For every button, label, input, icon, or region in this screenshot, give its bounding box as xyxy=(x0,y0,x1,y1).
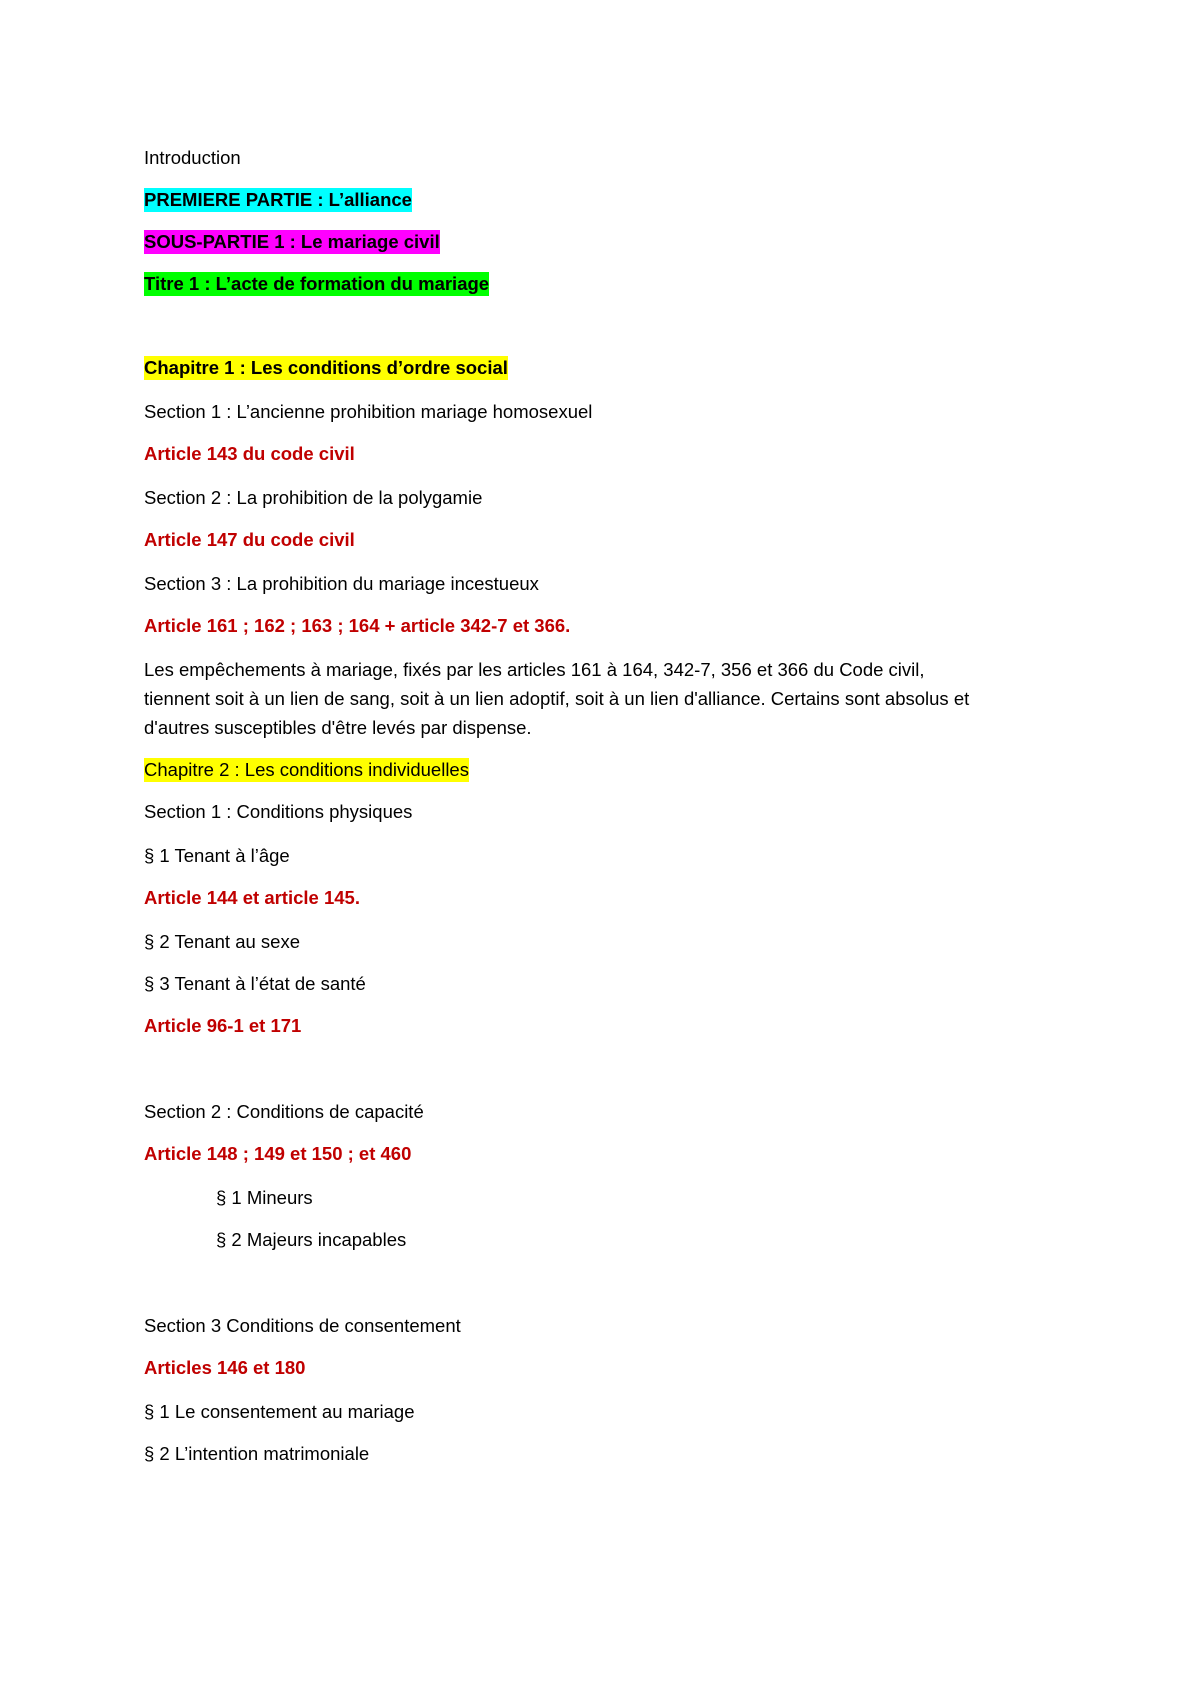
heading-partie xyxy=(144,188,412,212)
section-3-consentement: Section 3 Conditions de consentement xyxy=(144,1315,461,1336)
heading-titre-text: Titre 1 : L’acte de formation du mariage xyxy=(144,273,490,294)
heading-sous-partie xyxy=(144,230,440,254)
articles-146-180: Articles 146 et 180 xyxy=(144,1357,306,1378)
paragraph-line: tiennent soit à un lien de sang, soit à un lien adoptif, soit à un lien d'alliance. Certains sont absolus et xyxy=(144,688,970,709)
paragraph-majeurs-incapables: § 2 Majeurs incapables xyxy=(216,1229,407,1250)
heading-chapitre-2 xyxy=(144,758,469,782)
section-3-ordre-social: Section 3 : La prohibition du mariage incestueux xyxy=(144,573,539,594)
heading-introduction xyxy=(144,146,241,170)
article-96-1-171: Article 96-1 et 171 xyxy=(144,1015,302,1036)
heading-partie-text: PREMIERE PARTIE : L’alliance xyxy=(144,189,412,210)
article-144-145: Article 144 et article 145. xyxy=(144,887,360,908)
heading-chapitre-1 xyxy=(144,356,508,380)
paragraph-empechements xyxy=(144,655,1064,742)
paragraph-intention: § 2 L’intention matrimoniale xyxy=(144,1443,370,1464)
heading-chapitre-1-text: Chapitre 1 : Les conditions d’ordre social xyxy=(144,357,508,378)
paragraph-consentement: § 1 Le consentement au mariage xyxy=(144,1401,415,1422)
heading-introduction-text: Introduction xyxy=(144,147,241,168)
heading-chapitre-2-text: Chapitre 2 : Les conditions individuelles xyxy=(144,759,469,780)
article-143: Article 143 du code civil xyxy=(144,443,355,464)
section-1-individuelles: Section 1 : Conditions physiques xyxy=(144,801,413,822)
article-147: Article 147 du code civil xyxy=(144,529,355,550)
section-2-capacite: Section 2 : Conditions de capacité xyxy=(144,1101,424,1122)
heading-titre xyxy=(144,272,489,296)
article-161-164: Article 161 ; 162 ; 163 ; 164 + article 342-7 et 366. xyxy=(144,615,571,636)
paragraph-line: Les empêchements à mariage, fixés par les articles 161 à 164, 342-7, 356 et 366 du Code civil, xyxy=(144,659,925,680)
paragraph-mineurs: § 1 Mineurs xyxy=(216,1187,313,1208)
section-2-ordre-social: Section 2 : La prohibition de la polygamie xyxy=(144,487,483,508)
paragraph-sexe: § 2 Tenant au sexe xyxy=(144,931,301,952)
paragraph-sante: § 3 Tenant à l’état de santé xyxy=(144,973,366,994)
paragraph-line: d'autres susceptibles d'être levés par dispense. xyxy=(144,717,532,738)
heading-sous-partie-text: SOUS-PARTIE 1 : Le mariage civil xyxy=(144,231,440,252)
article-148-460: Article 148 ; 149 et 150 ; et 460 xyxy=(144,1143,412,1164)
paragraph-age: § 1 Tenant à l’âge xyxy=(144,845,290,866)
section-1-ordre-social: Section 1 : L’ancienne prohibition mariage homosexuel xyxy=(144,401,593,422)
